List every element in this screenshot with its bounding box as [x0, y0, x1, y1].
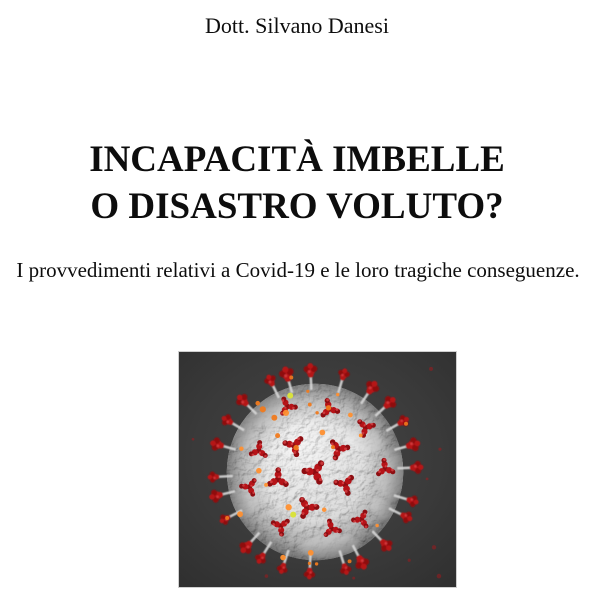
coronavirus-image: [178, 351, 457, 588]
book-title-line2: O DISASTRO VOLUTO?: [90, 186, 504, 227]
coronavirus-illustration: [179, 352, 456, 587]
author-line: Dott. Silvano Danesi: [205, 13, 389, 38]
book-title: [0, 136, 594, 230]
book-title-line1: INCAPACITÀ IMBELLE: [89, 139, 505, 180]
book-subtitle: I provvedimenti relativi a Covid-19 e le loro tragiche conseguenze.: [16, 258, 580, 282]
